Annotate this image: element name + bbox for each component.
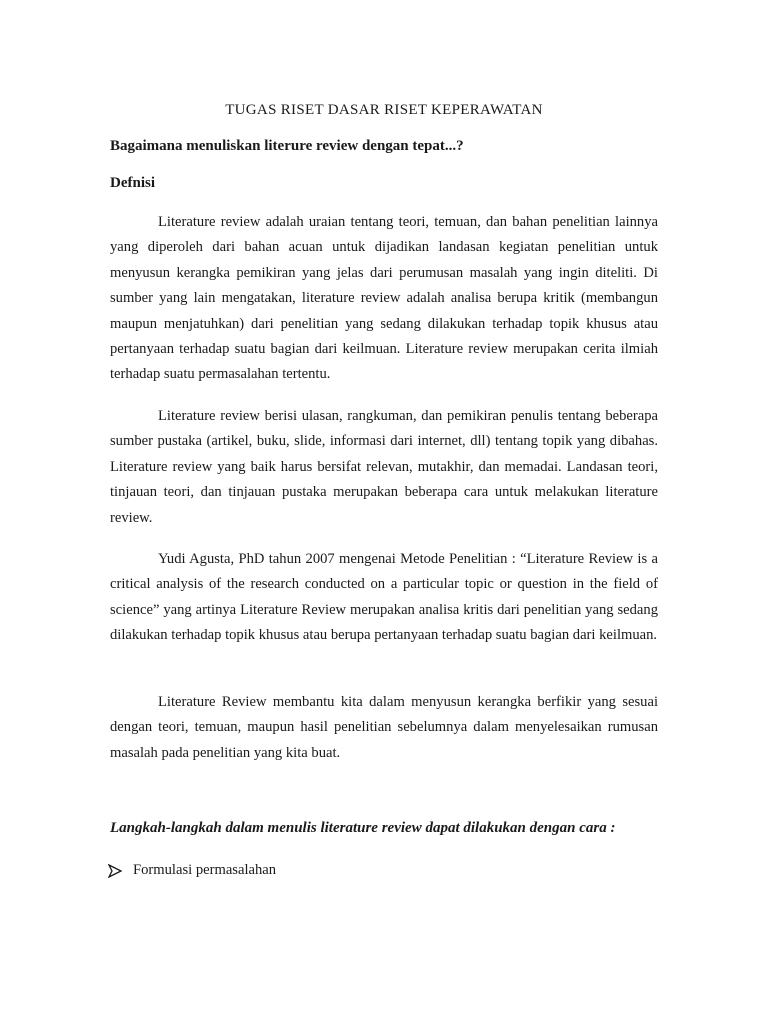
bullet-text: Formulasi permasalahan xyxy=(133,862,277,878)
paragraph-definition: Literature review adalah uraian tentang teori, temuan, dan bahan penelitian lainnya yang diperoleh dari bahan acuan untuk dijadikan landasan kegiatan penelitian untuk menyusun kerangka pemikiran yang jelas dari perumusan masalah yang ingin diteliti. Di sumber yang lain mengatakan, literature review adalah analisa berupa kritik (membangun maupun menjatuhkan) dari penelitian yang sedang dilakukan terhadap topik khusus atau pertanyaan terhadap suatu bagian dari keilmuan. Literature review merupakan cerita ilmiah terhadap suatu permasalahan tertentu. xyxy=(110,214,658,383)
question-heading: Bagaimana menuliskan literure review dengan tepat...? xyxy=(110,138,464,154)
bullet-list-item xyxy=(108,862,276,879)
arrowhead-bullet-icon xyxy=(108,864,122,878)
document-title: TUGAS RISET DASAR RISET KEPERAWATAN xyxy=(225,102,543,118)
paragraph-contents: Literature review berisi ulasan, rangkuman, dan pemikiran penulis tentang beberapa sumber pustaka (artikel, buku, slide, informasi dari internet, dll) tentang topik yang dibahas. Literature review yang baik harus bersifat relevan, mutakhir, dan memadai. Landasan teori, tinjauan teori, dan tinjauan pustaka merupakan beberapa cara untuk melakukan literature review. xyxy=(110,408,658,526)
steps-heading: Langkah-langkah dalam menulis literature review dapat dilakukan dengan cara : xyxy=(110,820,616,836)
definition-heading: Defnisi xyxy=(110,175,155,191)
paragraph-purpose: Literature Review membantu kita dalam menyusun kerangka berfikir yang sesuai dengan teori, temuan, maupun hasil penelitian sebelumnya dalam menyelesaikan rumusan masalah pada penelitian yang kita buat. xyxy=(110,694,658,761)
paragraph-quote: Yudi Agusta, PhD tahun 2007 mengenai Metode Penelitian : “Literature Review is a critical analysis of the research conducted on a particular topic or question in the field of science” yang artinya Literature Review merupakan analisa kritis dari penelitian yang sedang dilakukan terhadap topik khusus atau berupa pertanyaan terhadap suatu bagian dari keilmuan. xyxy=(110,551,658,644)
